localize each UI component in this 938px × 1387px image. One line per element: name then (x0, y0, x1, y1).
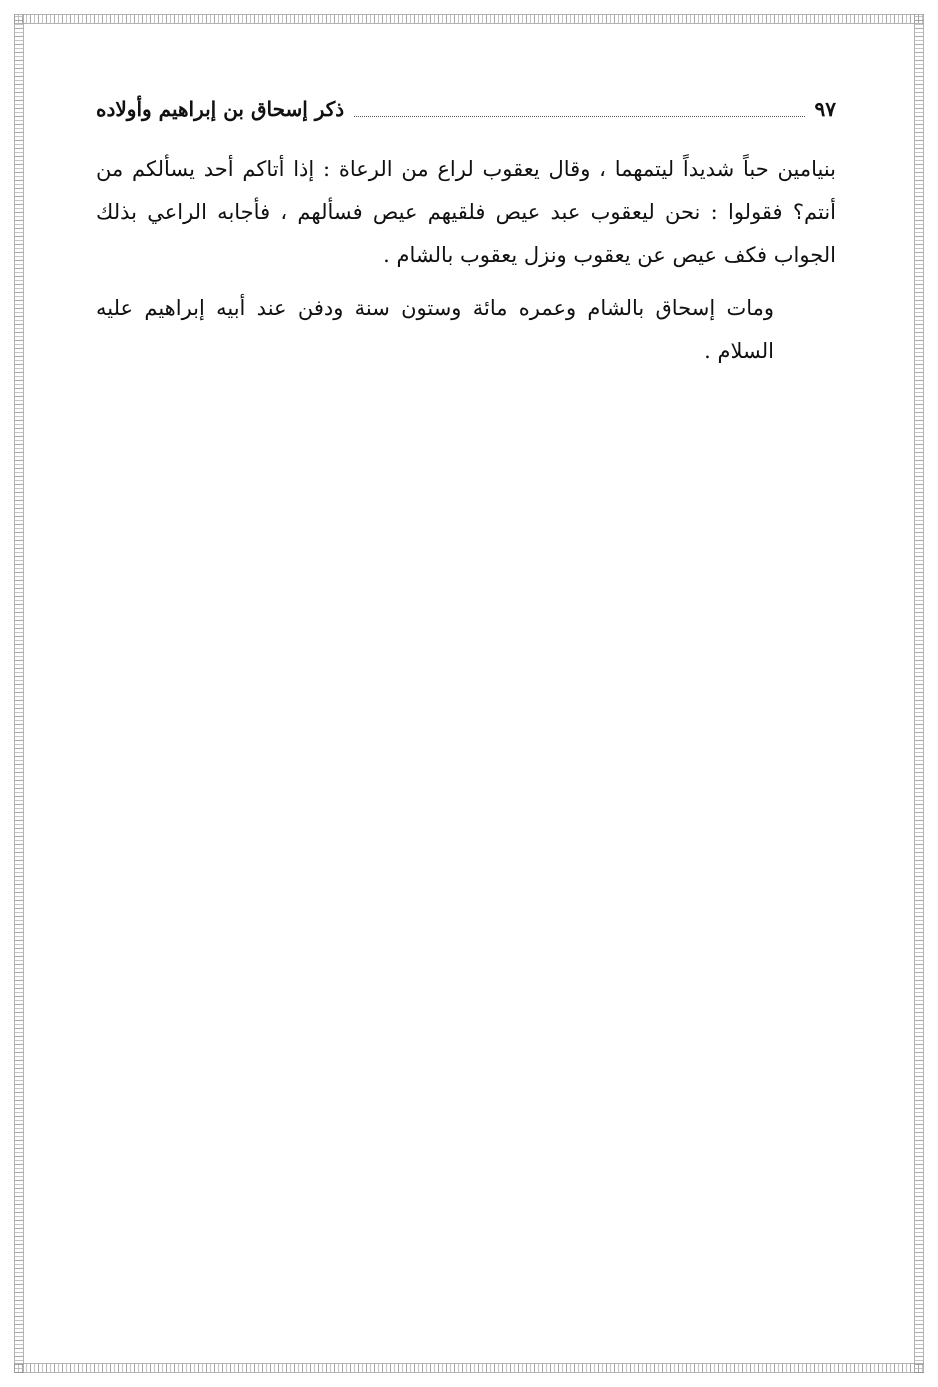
body-text (96, 148, 836, 373)
paragraph-2: ومات إسحاق بالشام وعمره مائة وستون سنة ودفن عند أبيه إبراهيم عليه السلام . (96, 296, 775, 363)
frame-border-right (914, 14, 924, 1373)
frame-border-top (14, 14, 924, 24)
running-header (96, 92, 836, 126)
page-number: ٩٧ (814, 97, 836, 121)
frame-border-left (14, 14, 24, 1373)
paragraph-1: بنيامين حباً شديداً ليتمهما ، وقال يعقوب لراع من الرعاة : إذا أتاكم أحد يسألكم من أنتم؟ فقولوا : نحن ليعقوب عبد عيص فلقيهم عيص فسألهم ، فأجابه الراعي بذلك الجواب فكف عيص عن يعقوب ونزل يعقوب بالشام . (96, 157, 837, 267)
chapter-title: ذكر إسحاق بن إبراهيم وأولاده (96, 97, 345, 121)
dotted-leader (354, 102, 804, 117)
frame-border-bottom (14, 1363, 924, 1373)
